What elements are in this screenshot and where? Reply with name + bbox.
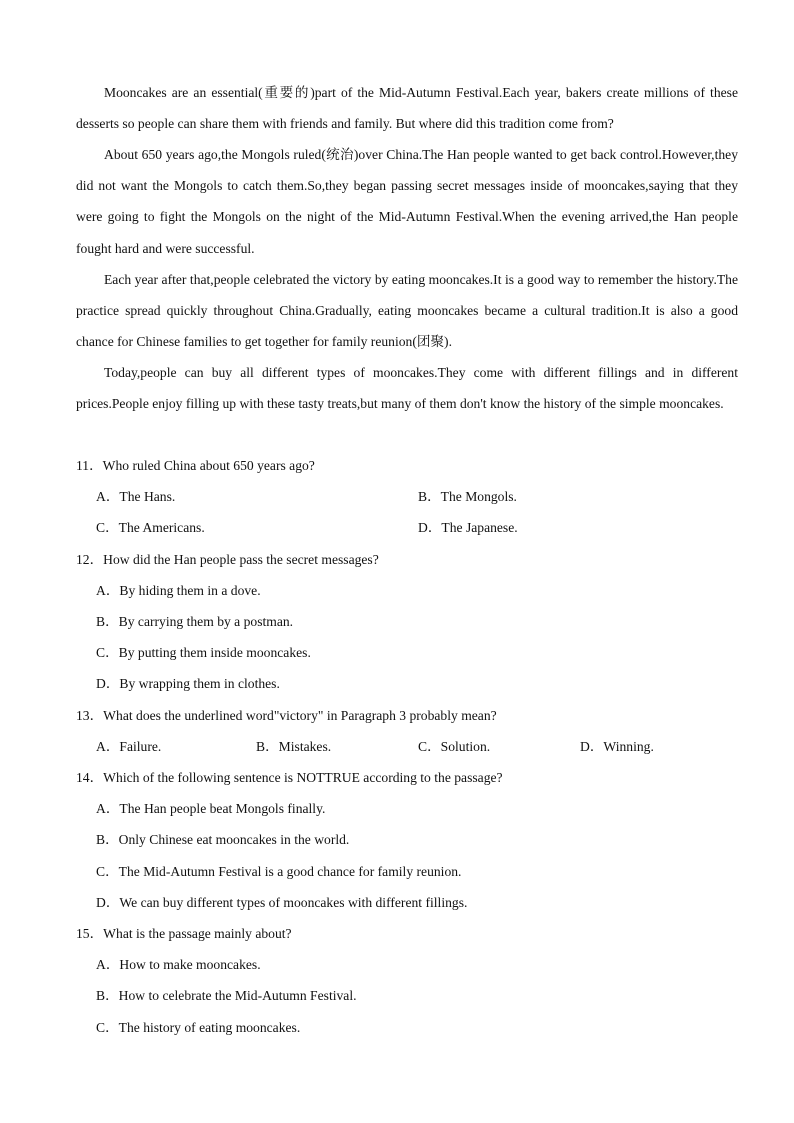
passage-paragraph-1: Mooncakes are an essential(重要的)part of the Mid-Autumn Festival.Each year, bakers create millions of these desserts so people can share them with friends and family. But where did this tradition come from?: [76, 85, 738, 132]
option-c[interactable]: C．By putting them inside mooncakes.: [96, 645, 311, 660]
question-stem: 13．What does the underlined word"victory" in Paragraph 3 probably mean?: [76, 708, 497, 723]
option-d[interactable]: D．By wrapping them in clothes.: [96, 676, 280, 691]
option-d[interactable]: D．We can buy different types of mooncakes with different fillings.: [96, 895, 468, 910]
option-b[interactable]: B．The Mongols.: [418, 489, 517, 504]
option-d[interactable]: D．Winning.: [580, 739, 654, 754]
passage-paragraph-2: About 650 years ago,the Mongols ruled(统治)over China.The Han people wanted to get back control.However,they did not want the Mongols to catch them.So,they began passing secret messages inside of mooncakes,saying that they were going to fight the Mongols on the night of the Mid-Autumn Festival.When the evening arrived,the Han people fought hard and were successful.: [76, 147, 738, 256]
option-d[interactable]: D．The Japanese.: [418, 520, 518, 535]
option-b[interactable]: B．By carrying them by a postman.: [96, 614, 294, 629]
option-c[interactable]: C．The Mid-Autumn Festival is a good chance for family reunion.: [96, 864, 462, 879]
option-b[interactable]: B．Mistakes.: [256, 739, 332, 754]
question-stem: 11．Who ruled China about 650 years ago?: [76, 458, 315, 473]
option-a[interactable]: A．By hiding them in a dove.: [96, 583, 261, 598]
option-a[interactable]: A．The Hans.: [96, 489, 176, 504]
option-a[interactable]: A．The Han people beat Mongols finally.: [96, 801, 326, 816]
option-c[interactable]: C．The history of eating mooncakes.: [96, 1020, 301, 1035]
passage-paragraph-4: Today,people can buy all different types of mooncakes.They come with different fillings and in different prices.People enjoy filling up with these tasty treats,but many of them don't know the history of the simple mooncakes.: [76, 365, 738, 412]
option-b[interactable]: B．How to celebrate the Mid-Autumn Festival.: [96, 988, 357, 1003]
option-b[interactable]: B．Only Chinese eat mooncakes in the world.: [96, 832, 350, 847]
option-a[interactable]: A．How to make mooncakes.: [96, 957, 261, 972]
question-stem: 12．How did the Han people pass the secret messages?: [76, 552, 379, 567]
option-a[interactable]: A．Failure.: [96, 739, 162, 754]
question-stem: 15．What is the passage mainly about?: [76, 926, 292, 941]
option-c[interactable]: C．The Americans.: [96, 520, 205, 535]
passage-paragraph-3: Each year after that,people celebrated the victory by eating mooncakes.It is a good way to remember the history.The practice spread quickly throughout China.Gradually, eating mooncakes became a cultural tradition.It is also a good chance for Chinese families to get together for family reunion(团聚).: [76, 272, 738, 350]
question-stem: 14．Which of the following sentence is NOTTRUE according to the passage?: [76, 770, 503, 785]
option-c[interactable]: C．Solution.: [418, 739, 491, 754]
